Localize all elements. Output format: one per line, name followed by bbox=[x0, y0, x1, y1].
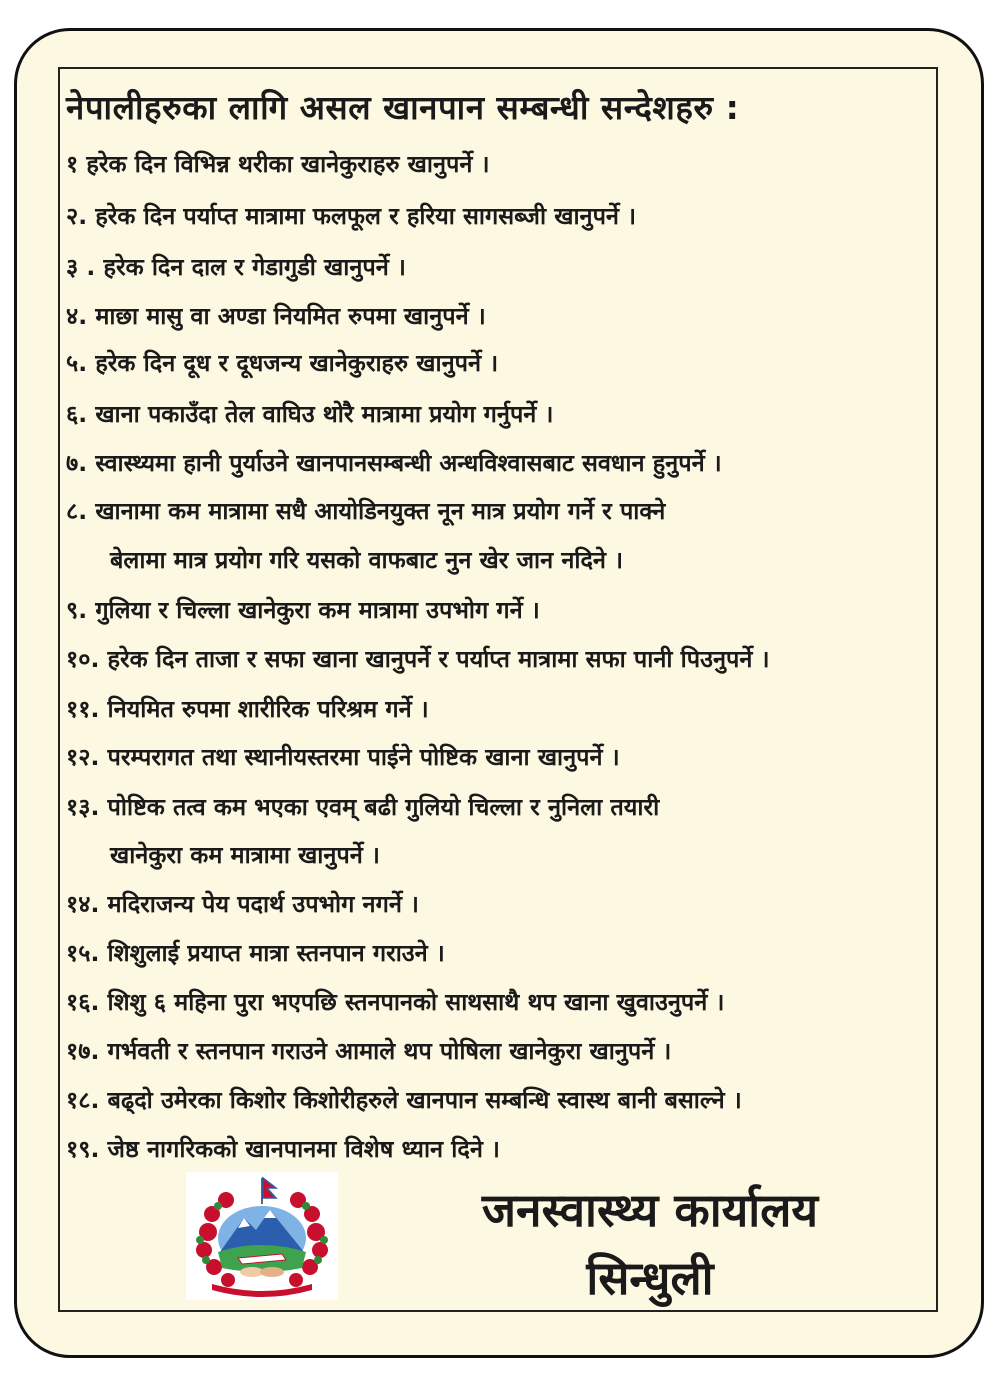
message-11: ११. नियमित रुपमा शारीरिक परिश्रम गर्ने । bbox=[66, 695, 429, 723]
message-14: १४. मदिराजन्य पेय पदार्थ उपभोग नगर्ने । bbox=[66, 890, 419, 918]
office-name: जनस्वास्थ्य कार्यालय bbox=[481, 1183, 819, 1237]
message-9: ९. गुलिया र चिल्ला खानेकुरा कम मात्रामा उपभोग गर्ने । bbox=[66, 596, 540, 624]
message-1: १ हरेक दिन विभिन्न थरीका खानेकुराहरु खानुपर्ने । bbox=[66, 150, 490, 178]
message-10: १०. हरेक दिन ताजा र सफा खाना खानुपर्ने र पर्याप्त मात्रामा सफा पानी पिउनुपर्ने । bbox=[66, 645, 770, 673]
message-8: ८. खानामा कम मात्रामा सधै आयोडिनयुक्त नून मात्र प्रयोग गर्ने र पाक्ने bbox=[66, 497, 666, 525]
message-7: ७. स्वास्थ्यमा हानी पुर्याउने खानपानसम्बन्धी अन्धविश्वासबाट सवधान हुनुपर्ने । bbox=[66, 449, 722, 477]
message-15: १५. शिशुलाई प्रयाप्त मात्रा स्तनपान गराउने । bbox=[66, 939, 445, 967]
office-district: सिन्धुली bbox=[586, 1251, 714, 1305]
message-2: २. हरेक दिन पर्याप्त मात्रामा फलफूल र हरिया सागसब्जी खानुपर्ने । bbox=[66, 202, 637, 230]
message-19: १९. जेष्ठ नागरिकको खानपानमा विशेष ध्यान दिने । bbox=[66, 1135, 500, 1163]
message-17: १७. गर्भवती र स्तनपान गराउने आमाले थप पोषिला खानेकुरा खानुपर्ने । bbox=[66, 1037, 672, 1065]
message-4: ४. माछा मासु वा अण्डा नियमित रुपमा खानुपर्ने । bbox=[66, 302, 486, 330]
message-18: १८. बढ्दो उमेरका किशोर किशोरीहरुले खानपान सम्बन्धि स्वास्थ बानी बसाल्ने । bbox=[66, 1086, 742, 1114]
message-3: ३ . हरेक दिन दाल र गेडागुडी खानुपर्ने । bbox=[66, 253, 406, 281]
message-13: १३. पोष्टिक तत्व कम भएका एवम् बढी गुलियो चिल्ला र नुनिला तयारी bbox=[66, 793, 660, 821]
nepal-coat-of-arms-icon bbox=[186, 1172, 338, 1300]
poster-title: नेपालीहरुका लागि असल खानपान सम्बन्धी सन्देशहरु : bbox=[66, 88, 740, 127]
message-16: १६. शिशु ६ महिना पुरा भएपछि स्तनपानको साथसाथै थप खाना खुवाउनुपर्ने । bbox=[66, 988, 725, 1016]
message-6: ६. खाना पकाउँदा तेल वाघिउ थोरै मात्रामा प्रयोग गर्नुपर्ने । bbox=[66, 400, 554, 428]
message-12: १२. परम्परागत तथा स्थानीयस्तरमा पाईने पोष्टिक खाना खानुपर्ने । bbox=[66, 743, 620, 771]
message-8-continued: बेलामा मात्र प्रयोग गरि यसको वाफबाट नुन खेर जान नदिने । bbox=[110, 546, 624, 574]
message-5: ५. हरेक दिन दूध र दूधजन्य खानेकुराहरु खानुपर्ने । bbox=[66, 349, 499, 377]
message-13-continued: खानेकुरा कम मात्रामा खानुपर्ने । bbox=[110, 841, 380, 869]
